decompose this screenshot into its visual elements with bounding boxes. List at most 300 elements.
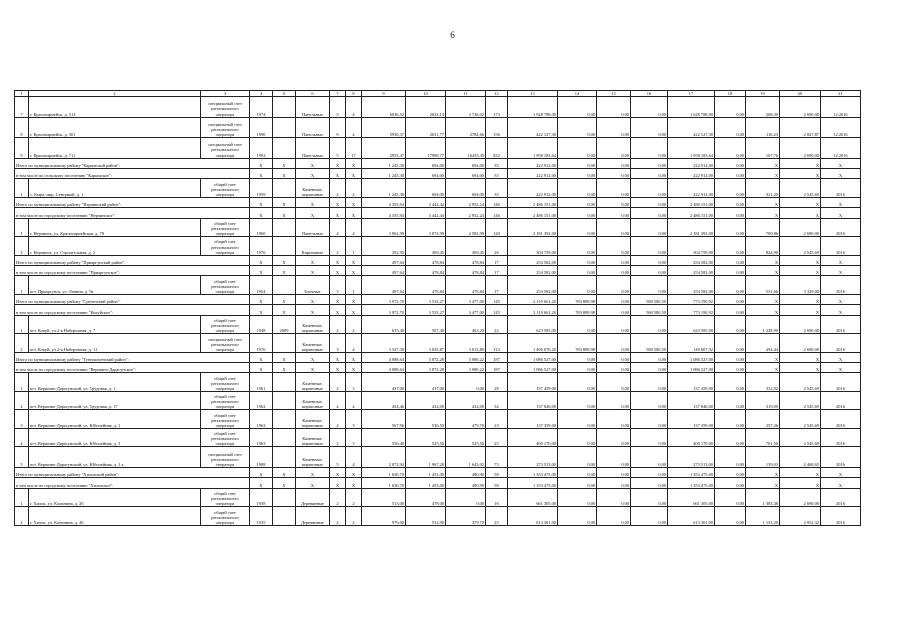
table-cell: 0,00	[446, 373, 486, 392]
table-cell: 3 872,28	[406, 363, 446, 373]
wall-material-cell: Каменные, кирпичные	[296, 428, 330, 447]
table-cell: 0,00	[558, 315, 597, 334]
table-cell: 1 453,00	[406, 467, 446, 477]
table-cell: 580 580,50	[631, 334, 668, 353]
table-cell: 1992	[250, 138, 273, 159]
table-cell: 0,00	[597, 237, 631, 256]
table-cell: X	[273, 197, 296, 207]
subtotal-label: Итого по муниципальному району "Сретенский район":	[15, 294, 250, 304]
table-cell: 0,00	[597, 488, 631, 507]
table-cell: 0,00	[597, 410, 631, 429]
table-cell: X	[780, 478, 821, 488]
table-cell: 2016	[821, 447, 861, 468]
table-cell: 2	[346, 315, 362, 334]
table-cell: 694,00	[446, 168, 486, 178]
table-cell: 1 245,30	[362, 168, 406, 178]
table-cell: 1988	[250, 447, 273, 468]
table-cell: X	[296, 305, 330, 315]
table-cell: 222 912,00	[508, 168, 558, 178]
column-number-cell: 17	[668, 91, 715, 97]
table-cell: X	[746, 294, 780, 304]
subtotal-row	[15, 305, 861, 315]
table-cell: 454,46	[362, 391, 406, 410]
table-cell: 0,00	[597, 218, 631, 237]
table-cell: 1938	[250, 488, 273, 507]
table-cell: 116,23	[746, 117, 780, 138]
table-cell	[273, 488, 296, 507]
column-number-cell: 21	[821, 91, 861, 97]
table-cell: X	[273, 168, 296, 178]
table-cell: X	[273, 352, 296, 362]
table-cell: 1 453,00	[406, 478, 446, 488]
table-cell: 5	[15, 447, 29, 468]
table-cell: 1 086 527,00	[668, 352, 715, 362]
building-row	[15, 179, 861, 198]
table-cell	[273, 276, 296, 295]
building-row	[15, 237, 861, 256]
table-cell: 0,00	[597, 97, 631, 118]
table-cell: 369,45	[406, 237, 446, 256]
table-cell: X	[346, 305, 362, 315]
account-type-cell: общий счет регионального оператора	[201, 488, 250, 507]
account-type-cell: общий счет регионального оператора	[201, 373, 250, 392]
table-cell: X	[780, 363, 821, 373]
table-cell: X	[821, 266, 861, 276]
table-cell: 3 329,00	[780, 276, 821, 295]
table-cell: 0,00	[631, 507, 668, 526]
table-cell: 437,00	[362, 373, 406, 392]
page-number: 6	[450, 30, 455, 40]
building-row	[15, 373, 861, 392]
table-cell: 432,00	[446, 391, 486, 410]
table-cell: 4	[15, 428, 29, 447]
address-cell: пгт. Кокуй, ул.2-я Набережная, д. 11	[29, 334, 201, 353]
table-cell: X	[821, 294, 861, 304]
table-cell: 694,00	[406, 179, 446, 198]
table-cell	[273, 97, 296, 118]
table-cell: 2 827,87	[780, 117, 821, 138]
table-cell: 2953,47	[362, 138, 406, 159]
table-cell: 319,09	[746, 391, 780, 410]
table-cell: 480,90	[446, 467, 486, 477]
subtotal-label: Итого по муниципальному району "Хилокский район":	[15, 467, 250, 477]
table-cell: 145	[486, 294, 508, 304]
table-cell: 635,40	[362, 315, 406, 334]
table-cell: X	[296, 467, 330, 477]
table-cell: X	[346, 266, 362, 276]
table-cell: 525,50	[446, 428, 486, 447]
table-cell: 0,00	[631, 467, 668, 477]
table-cell: X	[780, 197, 821, 207]
wall-material-cell: Каменные, кирпичные	[296, 391, 330, 410]
table-cell: 2 545,69	[780, 428, 821, 447]
table-cell: 137 359,00	[508, 410, 558, 429]
building-row	[15, 138, 861, 159]
table-cell: 222 912,00	[668, 158, 715, 168]
table-cell: 5	[330, 138, 346, 159]
table-cell: 0,00	[558, 138, 597, 159]
building-row	[15, 391, 861, 410]
column-number-cell: 13	[508, 91, 558, 97]
table-cell: X	[273, 305, 296, 315]
table-cell: 2	[346, 179, 362, 198]
table-cell: 761,50	[746, 428, 780, 447]
table-cell: 222 912,00	[508, 158, 558, 168]
table-cell: 1 353 475,00	[668, 467, 715, 477]
table-cell: 2	[346, 117, 362, 138]
column-number-cell: 12	[486, 91, 508, 97]
table-cell: 3 972,70	[362, 294, 406, 304]
account-type-cell: общий счет регионального оператора	[201, 507, 250, 526]
account-type-cell: общий счет регионального оператора	[201, 410, 250, 429]
table-cell: 5	[330, 447, 346, 468]
table-cell: 0,00	[597, 168, 631, 178]
table-cell: X	[821, 478, 861, 488]
subtotal-label: в том числе по городскому поселению "Кокуйское":	[15, 305, 250, 315]
column-number-cell: 10	[406, 91, 446, 97]
table-cell: 4	[346, 447, 362, 468]
table-cell: X	[250, 467, 273, 477]
subtotal-label: в том числе по сельскому поселению "Карымское":	[15, 168, 250, 178]
table-cell: 1 383,48	[746, 488, 780, 507]
table-cell: X	[250, 158, 273, 168]
building-row	[15, 276, 861, 295]
table-cell: 2	[330, 179, 346, 198]
table-cell: 1 245,30	[362, 179, 406, 198]
subtotal-label: в том числе по городскому поселению "Приаргунское":	[15, 266, 250, 276]
table-cell: X	[780, 168, 821, 178]
table-cell: X	[746, 363, 780, 373]
table-cell: X	[330, 305, 346, 315]
table-cell: X	[273, 363, 296, 373]
table-cell: 139,03	[746, 447, 780, 468]
table-cell: X	[780, 352, 821, 362]
table-cell: 3	[346, 373, 362, 392]
table-cell: 137 846,00	[668, 391, 715, 410]
subtotal-row	[15, 158, 861, 168]
table-cell: 1 496 076,20	[508, 334, 558, 353]
table-cell: X	[346, 168, 362, 178]
table-cell: 2	[330, 237, 346, 256]
table-cell: 1976	[250, 334, 273, 353]
table-cell: X	[296, 352, 330, 362]
table-cell: 1954	[250, 276, 273, 295]
subtotal-row	[15, 363, 861, 373]
table-cell: X	[273, 478, 296, 488]
table-cell: X	[746, 168, 780, 178]
table-cell: 0,00	[597, 138, 631, 159]
table-cell: 16435,39	[446, 138, 486, 159]
address-cell: пгт. Вершино-Дарасунский, ул. Трудовая, д. 17	[29, 391, 201, 410]
table-cell: 0,00	[558, 363, 597, 373]
table-cell: 417,00	[406, 373, 446, 392]
table-cell: 58	[486, 467, 508, 477]
table-cell: 4	[346, 97, 362, 118]
subtotal-row	[15, 255, 861, 265]
table-cell: 1	[346, 237, 362, 256]
address-cell: пгт. Вершино-Дарасунский, ул. Юбилейная, д. 1 а	[29, 447, 201, 468]
subtotal-label: в том числе по городскому поселению "Вершино-Дарасунское":	[15, 363, 250, 373]
table-cell: 2016	[821, 237, 861, 256]
table-cell: 146	[486, 197, 508, 207]
subtotal-label: Итого по муниципальному району "Тунгокоченский район":	[15, 352, 250, 362]
table-cell: 0,00	[715, 315, 746, 334]
table-cell: 149 607,92	[668, 334, 715, 353]
table-cell: 1 353 475,00	[668, 478, 715, 488]
table-cell: 536,50	[406, 410, 446, 429]
subtotal-row	[15, 197, 861, 207]
table-cell: X	[746, 158, 780, 168]
table-cell: 2 072,94	[362, 447, 406, 468]
building-row	[15, 447, 861, 468]
table-cell: X	[330, 363, 346, 373]
table-cell: 0,00	[715, 363, 746, 373]
table-cell: 26	[486, 237, 508, 256]
table-cell: 137 359,00	[668, 410, 715, 429]
table-cell: 304 759,00	[668, 237, 715, 256]
table-cell: 0,00	[631, 197, 668, 207]
table-cell: 369,45	[446, 237, 486, 256]
table-cell: 25	[486, 428, 508, 447]
table-cell: 0,00	[558, 373, 597, 392]
table-cell: 1 153,20	[746, 507, 780, 526]
table-cell: 0,00	[631, 117, 668, 138]
table-cell: 0,00	[558, 158, 597, 168]
column-number-cell: 2	[29, 91, 201, 97]
wall-material-cell: Каменные, кирпичные	[296, 315, 330, 334]
column-number-cell: 14	[558, 91, 597, 97]
table-cell: 2	[330, 507, 346, 526]
table-cell: 0,00	[597, 428, 631, 447]
table-cell: X	[273, 266, 296, 276]
table-cell: X	[296, 266, 330, 276]
table-cell: 254 582,00	[668, 255, 715, 265]
address-cell: г. Хилок, ул. Калинина, д. 26	[29, 488, 201, 507]
table-cell: 2 952,32	[780, 507, 821, 526]
table-cell: 35	[486, 179, 508, 198]
table-cell: X	[250, 255, 273, 265]
table-cell: X	[273, 255, 296, 265]
table-cell: 0,00	[715, 334, 746, 353]
subtotal-row	[15, 467, 861, 477]
table-cell: 824,90	[746, 237, 780, 256]
address-cell: г. Нерчинск, ул. Красноармейская, д. 78	[29, 218, 201, 237]
table-cell: 0,00	[597, 391, 631, 410]
table-cell: X	[346, 352, 362, 362]
table-cell: X	[746, 467, 780, 477]
table-cell: X	[746, 208, 780, 218]
table-cell: 156	[486, 117, 508, 138]
table-cell: 2 690,00	[780, 334, 821, 353]
table-cell: 145	[486, 305, 508, 315]
address-cell: с. Кыра, мкр. Северный, д. 1	[29, 179, 201, 198]
table-cell: 268,39	[746, 97, 780, 118]
table-cell: 16	[486, 488, 508, 507]
table-cell: 2016	[821, 218, 861, 237]
table-cell: 2 690,00	[780, 97, 821, 118]
table-cell: X	[821, 208, 861, 218]
table-cell: 1 958 183,64	[508, 138, 558, 159]
table-cell: 73	[486, 447, 508, 468]
table-cell: 2	[330, 391, 346, 410]
table-cell: 2	[15, 391, 29, 410]
table-cell: 1960	[250, 218, 273, 237]
table-cell: X	[330, 255, 346, 265]
subtotal-label: Итого по муниципальному району "Приаргунский район":	[15, 255, 250, 265]
table-cell: 2	[15, 507, 29, 526]
table-cell: 0,00	[631, 428, 668, 447]
table-cell: 0,00	[558, 507, 597, 526]
table-cell: X	[780, 467, 821, 477]
table-cell: 0,00	[715, 447, 746, 468]
subtotal-label: в том числе по городскому поселению "Хилокское":	[15, 478, 250, 488]
table-cell: 1 967,28	[406, 447, 446, 468]
table-cell: X	[746, 266, 780, 276]
table-cell: 0,00	[597, 117, 631, 138]
table-cell: X	[296, 294, 330, 304]
table-cell: 1963	[250, 428, 273, 447]
table-cell: 2	[15, 237, 29, 256]
address-cell: г. Хилок, ул. Калинина, д. 46	[29, 507, 201, 526]
table-cell: 497,64	[362, 266, 406, 276]
table-cell: 137 459,00	[668, 373, 715, 392]
table-cell: 3 533,27	[406, 305, 446, 315]
table-cell: 478,84	[446, 255, 486, 265]
table-cell: 12.2016	[821, 97, 861, 118]
table-cell: 2	[330, 373, 346, 392]
table-cell: X	[296, 255, 330, 265]
table-cell: 1962	[250, 410, 273, 429]
table-cell: X	[780, 266, 821, 276]
table-cell: 2 545,69	[780, 391, 821, 410]
table-cell: 1	[346, 276, 362, 295]
table-cell: 783 889,98	[558, 294, 597, 304]
table-cell: 0,00	[631, 478, 668, 488]
table-cell: X	[250, 352, 273, 362]
table-cell: 3 337,30	[362, 334, 406, 353]
table-cell: 2	[330, 428, 346, 447]
table-cell: 254 582,00	[668, 266, 715, 276]
table-cell: 0,00	[558, 478, 597, 488]
table-cell: 478,84	[406, 276, 446, 295]
account-type-cell: общий счет регионального оператора	[201, 276, 250, 295]
address-cell: г. Красноармейск, д. 301	[29, 117, 201, 138]
table-cell: 2016	[821, 507, 861, 526]
address-cell: пгт. Вершино-Дарасунский, ул. Трудовая, д. 1	[29, 373, 201, 392]
table-cell	[273, 179, 296, 198]
table-cell: 2016	[821, 334, 861, 353]
table-cell: 1974	[250, 97, 273, 118]
table-cell: 0,00	[597, 294, 631, 304]
table-cell: 507,40	[406, 315, 446, 334]
table-cell: 0,00	[715, 138, 746, 159]
table-cell: 773 190,92	[668, 305, 715, 315]
table-cell: 2	[346, 488, 362, 507]
table-cell: 1 958 183,64	[668, 138, 715, 159]
wall-material-cell: Блочные	[296, 276, 330, 295]
table-cell: 0,00	[597, 447, 631, 468]
table-cell: 3	[330, 334, 346, 353]
table-cell: 0,00	[715, 478, 746, 488]
table-cell: X	[250, 197, 273, 207]
table-cell: 0,00	[558, 488, 597, 507]
table-cell: X	[821, 255, 861, 265]
table-cell	[273, 373, 296, 392]
table-cell: 1 353 475,00	[508, 467, 558, 477]
table-cell: 2 690,00	[780, 488, 821, 507]
table-cell: 661 305,00	[668, 488, 715, 507]
table-cell: 3 533,27	[406, 294, 446, 304]
table-cell: 694,00	[406, 158, 446, 168]
table-cell: X	[330, 208, 346, 218]
table-cell: 400 170,00	[508, 428, 558, 447]
table-cell: 479,70	[446, 410, 486, 429]
table-cell: 832	[486, 138, 508, 159]
table-cell: 0,00	[597, 266, 631, 276]
table-cell: 392,95	[362, 237, 406, 256]
wall-material-cell: Панельные	[296, 138, 330, 159]
table-cell: 257,26	[746, 410, 780, 429]
account-type-cell: общий счет регионального оператора	[201, 179, 250, 198]
wall-material-cell: Деревянные	[296, 488, 330, 507]
table-cell: 0,00	[715, 467, 746, 477]
table-cell: 3 025,87	[406, 334, 446, 353]
table-cell: X	[330, 294, 346, 304]
address-cell: г. Красноармейск, д. 514	[29, 97, 201, 118]
table-cell: 0,00	[558, 208, 597, 218]
subtotal-label: в том числе по городскому поселению "Нерчинское":	[15, 208, 250, 218]
column-number-cell: 15	[597, 91, 631, 97]
column-number-cell: 19	[746, 91, 780, 97]
table-cell: 0,00	[558, 447, 597, 468]
table-cell: 2 468,65	[780, 447, 821, 468]
table-cell: 1 630,70	[362, 467, 406, 477]
table-cell: 0,00	[558, 266, 597, 276]
table-cell: 783 889,98	[558, 305, 597, 315]
table-cell: 0,00	[715, 97, 746, 118]
table-cell: 0,00	[715, 294, 746, 304]
table-cell: 2 486 151,00	[668, 197, 715, 207]
table-cell: 2784,66	[446, 117, 486, 138]
table-cell: 0,00	[715, 276, 746, 295]
capital-repair-table	[14, 90, 861, 526]
building-row	[15, 315, 861, 334]
table-cell: 0,00	[715, 352, 746, 362]
table-cell: 222 912,00	[508, 179, 558, 198]
table-cell: 0,00	[597, 467, 631, 477]
table-cell: 0,00	[715, 507, 746, 526]
table-cell: 1 928 788,00	[508, 97, 558, 118]
table-cell: X	[250, 168, 273, 178]
table-cell: 0,00	[631, 237, 668, 256]
table-cell: 254 582,00	[508, 266, 558, 276]
table-cell	[273, 507, 296, 526]
account-type-cell: общий счет регионального оператора	[201, 428, 250, 447]
table-cell: X	[780, 255, 821, 265]
table-cell: X	[330, 478, 346, 488]
table-cell: 0,00	[715, 266, 746, 276]
table-cell: 0,00	[597, 276, 631, 295]
table-cell: 273 513,00	[508, 447, 558, 468]
table-cell: 1976	[250, 237, 273, 256]
table-cell: 0,00	[715, 117, 746, 138]
table-cell: 3 477,00	[446, 294, 486, 304]
table-cell: 4	[330, 218, 346, 237]
table-cell: 0,00	[558, 352, 597, 362]
table-cell: 0,00	[715, 255, 746, 265]
table-cell: 1935	[250, 507, 273, 526]
subtotal-row	[15, 168, 861, 178]
